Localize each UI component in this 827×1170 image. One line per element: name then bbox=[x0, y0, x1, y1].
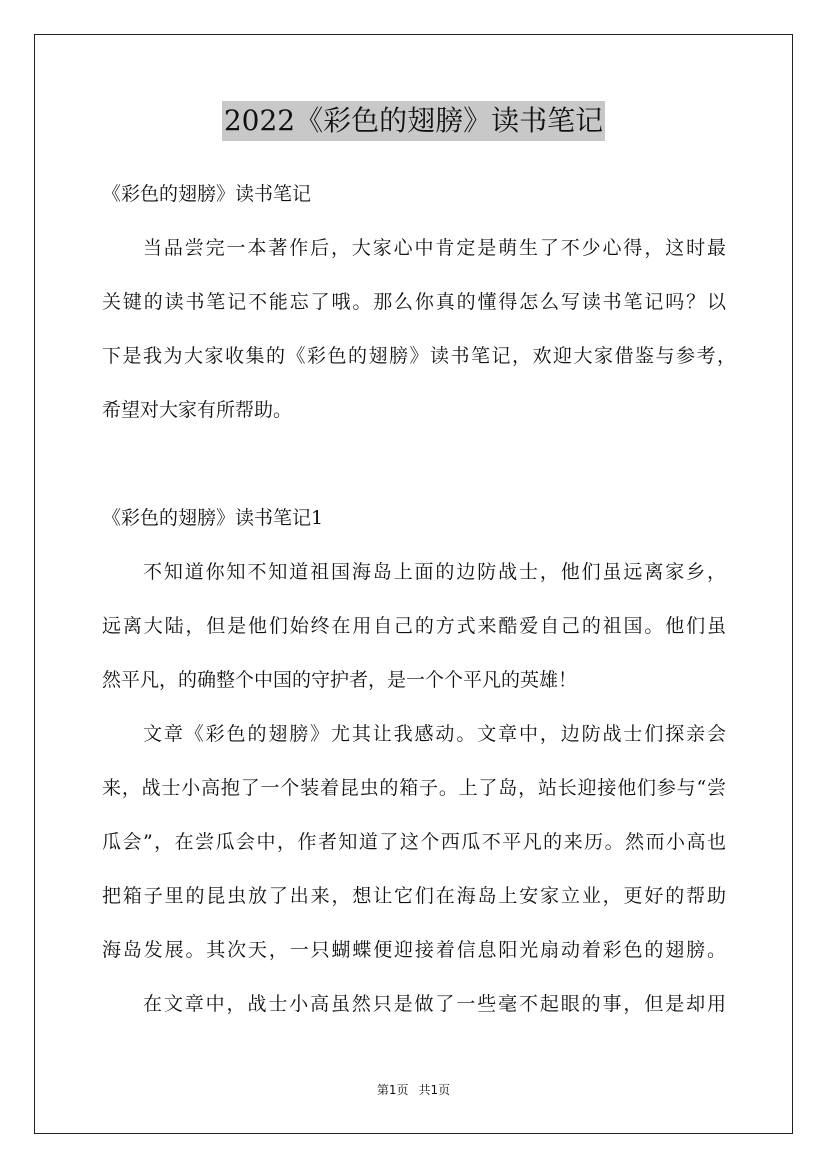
text-line: 远离大陆，但是他们始终在用自己的方式来酷爱自己的祖国。他们虽 bbox=[102, 615, 726, 637]
text-line: 文章《彩色的翅膀》尤其让我感动。文章中，边防战士们探亲会 bbox=[143, 723, 726, 745]
page-total: 共1页 bbox=[418, 1083, 451, 1097]
document-title: 2022《彩色的翅膀》读书笔记 bbox=[222, 101, 605, 141]
text-line: 当品尝完一本著作后，大家心中肯定是萌生了不少心得，这时最 bbox=[143, 237, 726, 259]
title-container bbox=[0, 101, 827, 141]
text-line: 然平凡，的确整个中国的守护者，是一个个平凡的英雄！ bbox=[102, 669, 578, 691]
text-line: 瓜会”，在尝瓜会中，作者知道了这个西瓜不平凡的来历。然而小高也 bbox=[102, 831, 726, 853]
text-line: 希望对大家有所帮助。 bbox=[102, 399, 293, 421]
section-heading: 《彩色的翅膀》读书笔记 bbox=[102, 183, 312, 205]
text-line: 来，战士小高抱了一个装着昆虫的箱子。上了岛，站长迎接他们参与“尝 bbox=[102, 777, 726, 799]
page-number: 第1页 bbox=[376, 1083, 409, 1097]
text-line: 在文章中，战士小高虽然只是做了一些毫不起眼的事，但是却用 bbox=[143, 993, 726, 1015]
text-line: 关键的读书笔记不能忘了哦。那么你真的懂得怎么写读书笔记吗？以 bbox=[102, 291, 726, 313]
page-footer bbox=[0, 1082, 827, 1098]
text-line: 海岛发展。其次天，一只蝴蝶便迎接着信息阳光扇动着彩色的翅膀。 bbox=[102, 939, 726, 961]
section-heading: 《彩色的翅膀》读书笔记1 bbox=[102, 507, 324, 529]
text-line: 不知道你知不知道祖国海岛上面的边防战士，他们虽远离家乡， bbox=[143, 561, 726, 583]
text-line: 把箱子里的昆虫放了出来，想让它们在海岛上安家立业，更好的帮助 bbox=[102, 885, 726, 907]
text-line: 下是我为大家收集的《彩色的翅膀》读书笔记，欢迎大家借鉴与参考， bbox=[102, 345, 736, 367]
